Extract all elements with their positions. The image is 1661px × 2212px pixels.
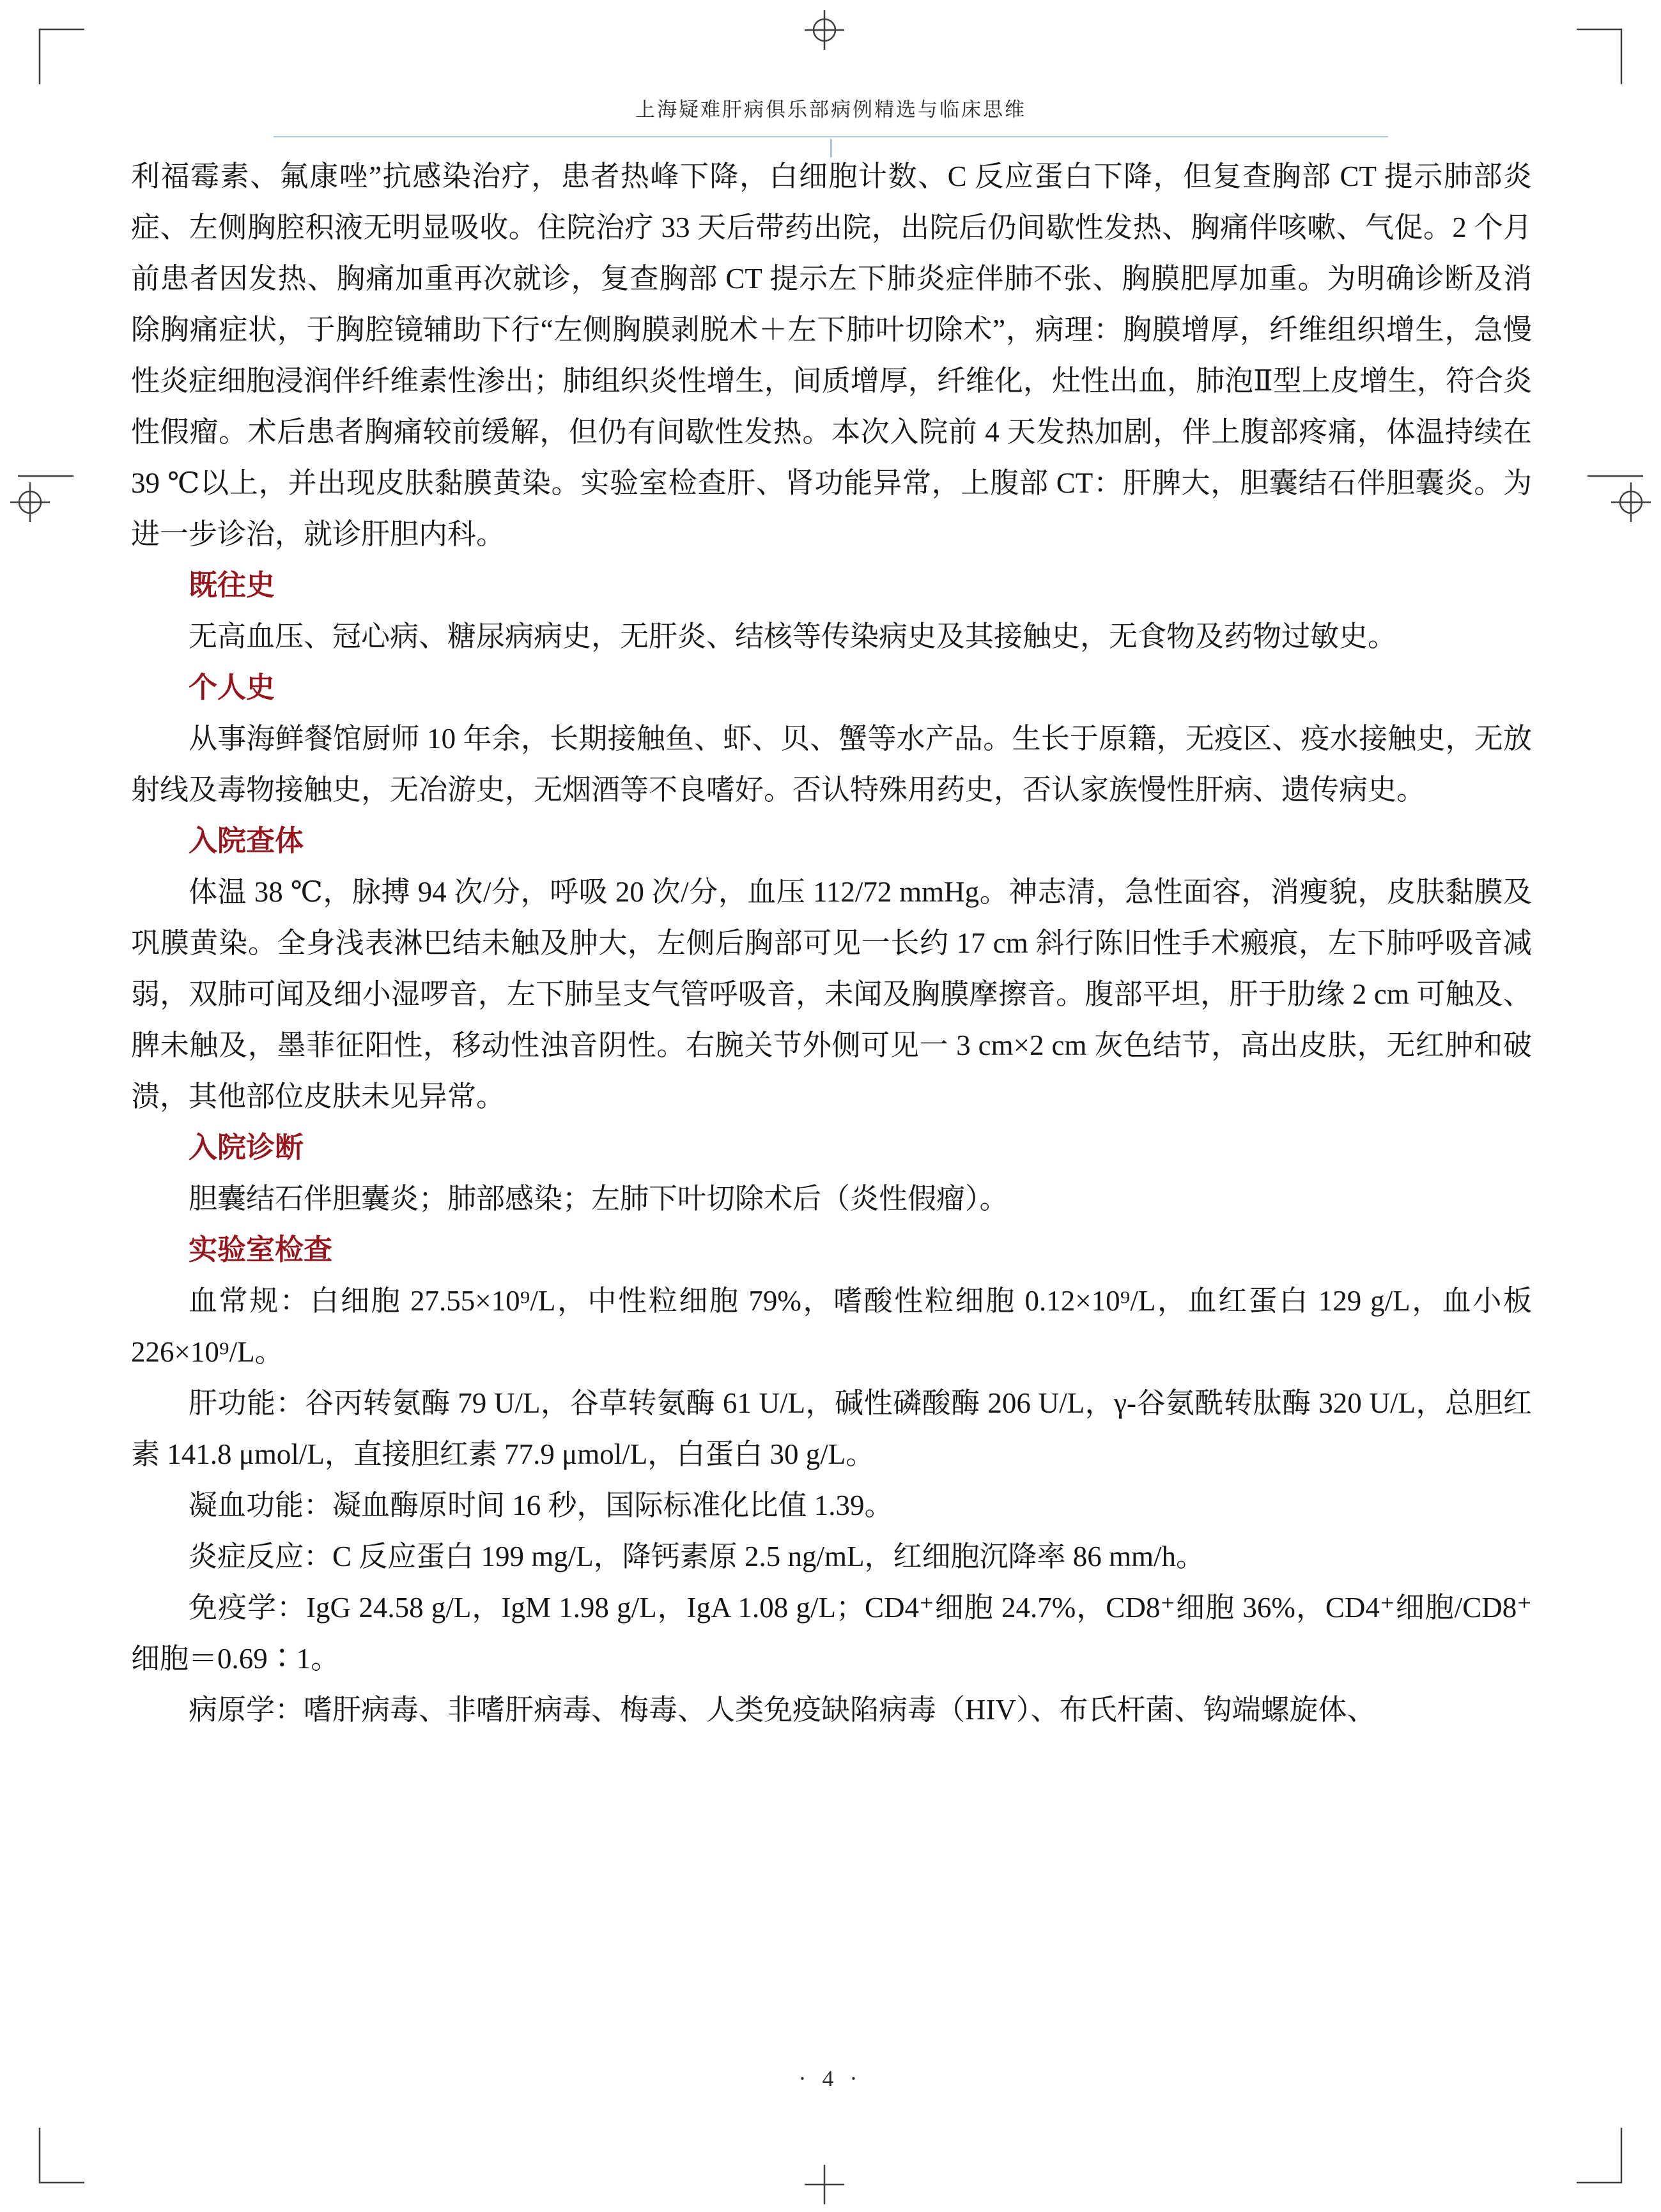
paragraph: 从事海鲜餐馆厨师 10 年余，长期接触鱼、虾、贝、蟹等水产品。生长于原籍，无疫区、疫水接触史，无放射线及毒物接触史，无冶游史，无烟酒等不良嗜好。否认特殊用药史，否认家族慢性肝病、遗传病史。: [131, 723, 1532, 806]
crop-mark-top-left-icon: [40, 29, 84, 84]
page-number: · 4 ·: [798, 2066, 863, 2091]
paragraph: 免疫学：IgG 24.58 g/L，IgM 1.98 g/L，IgA 1.08 g/L；CD4⁺细胞 24.7%，CD8⁺细胞 36%，CD4⁺细胞/CD8⁺细胞＝0.69∶1。: [131, 1592, 1532, 1675]
section-heading: 实验室检查: [189, 1234, 333, 1266]
paragraph: 病原学：嗜肝病毒、非嗜肝病毒、梅毒、人类免疫缺陷病毒（HIV）、布氏杆菌、钩端螺旋体、: [189, 1694, 1376, 1726]
paragraph: 胆囊结石伴胆囊炎；肺部感染；左肺下叶切除术后（炎性假瘤）。: [189, 1183, 1008, 1215]
section-heading: 既往史: [189, 569, 275, 601]
page-footer: [0, 2065, 1661, 2092]
paragraph: 凝血功能：凝血酶原时间 16 秒，国际标准化比值 1.39。: [189, 1489, 893, 1521]
article: [131, 151, 1532, 1735]
section-heading: 入院诊断: [189, 1132, 304, 1164]
paragraph: 肝功能：谷丙转氨酶 79 U/L，谷草转氨酶 61 U/L，碱性磷酸酶 206 U/L，γ-谷氨酰转肽酶 320 U/L，总胆红素 141.8 μmol/L，直接胆红素 77.9 μmol/L，白蛋白 30 g/L。: [131, 1387, 1532, 1470]
registration-mark-right-middle-icon: [1588, 476, 1651, 522]
running-header: [274, 93, 1388, 157]
paragraph: 利福霉素、氟康唑”抗感染治疗，患者热峰下降，白细胞计数、C 反应蛋白下降，但复查胸部 CT 提示肺部炎症、左侧胸腔积液无明显吸收。住院治疗 33 天后带药出院，出院后仍间歇性发热、胸痛伴咳嗽、气促。2 个月前患者因发热、胸痛加重再次就诊，复查胸部 CT 提示左下肺炎症伴肺不张、胸膜肥厚加重。为明确诊断及消除胸痛症状，于胸腔镜辅助下行“左侧胸膜剥脱术＋左下肺叶切除术”，病理：胸膜增厚，纤维组织增生，急慢性炎症细胞浸润伴纤维素性渗出；肺组织炎性增生，间质增厚，纤维化，灶性出血，肺泡Ⅱ型上皮增生，符合炎性假瘤。术后患者胸痛较前缓解，但仍有间歇性发热。本次入院前 4 天发热加剧，伴上腹部疼痛，体温持续在 39 ℃以上，并出现皮肤黏膜黄染。实验室检查肝、肾功能异常，上腹部 CT：肝脾大，胆囊结石伴胆囊炎。为进一步诊治，就诊肝胆内科。: [131, 160, 1532, 550]
crop-mark-top-right-icon: [1577, 29, 1621, 84]
paragraph: 体温 38 ℃，脉搏 94 次/分，呼吸 20 次/分，血压 112/72 mmHg。神志清，急性面容，消瘦貌，皮肤黏膜及巩膜黄染。全身浅表淋巴结未触及肿大，左侧后胸部可见一长约 17 cm 斜行陈旧性手术瘢痕，左下肺呼吸音减弱，双肺可闻及细小湿啰音，左下肺呈支气管呼吸音，未闻及胸膜摩擦音。腹部平坦，肝于肋缘 2 cm 可触及、脾未触及，墨菲征阳性，移动性浊音阴性。右腕关节外侧可见一 3 cm×2 cm 灰色结节，高出皮肤，无红肿和破溃，其他部位皮肤未见异常。: [131, 876, 1532, 1112]
running-header-title: 上海疑难肝病俱乐部病例精选与临床思维: [635, 98, 1026, 121]
registration-mark-bottom-center-icon: [805, 2165, 844, 2204]
section-heading: 个人史: [189, 672, 275, 703]
registration-mark-top-center-icon: [805, 10, 844, 50]
paragraph: 炎症反应：C 反应蛋白 199 mg/L，降钙素原 2.5 ng/mL，红细胞沉降率 86 mm/h。: [189, 1540, 1205, 1572]
section-heading: 入院查体: [189, 825, 304, 857]
header-rule: [274, 136, 1388, 137]
crop-mark-bottom-left-icon: [40, 2128, 84, 2183]
crop-mark-bottom-right-icon: [1577, 2128, 1621, 2183]
registration-mark-left-middle-icon: [10, 476, 73, 522]
paragraph: 血常规：白细胞 27.55×10⁹/L，中性粒细胞 79%，嗜酸性粒细胞 0.12×10⁹/L，血红蛋白 129 g/L，血小板 226×10⁹/L。: [131, 1285, 1532, 1368]
paragraph: 无高血压、冠心病、糖尿病病史，无肝炎、结核等传染病史及其接触史，无食物及药物过敏史。: [189, 620, 1397, 652]
